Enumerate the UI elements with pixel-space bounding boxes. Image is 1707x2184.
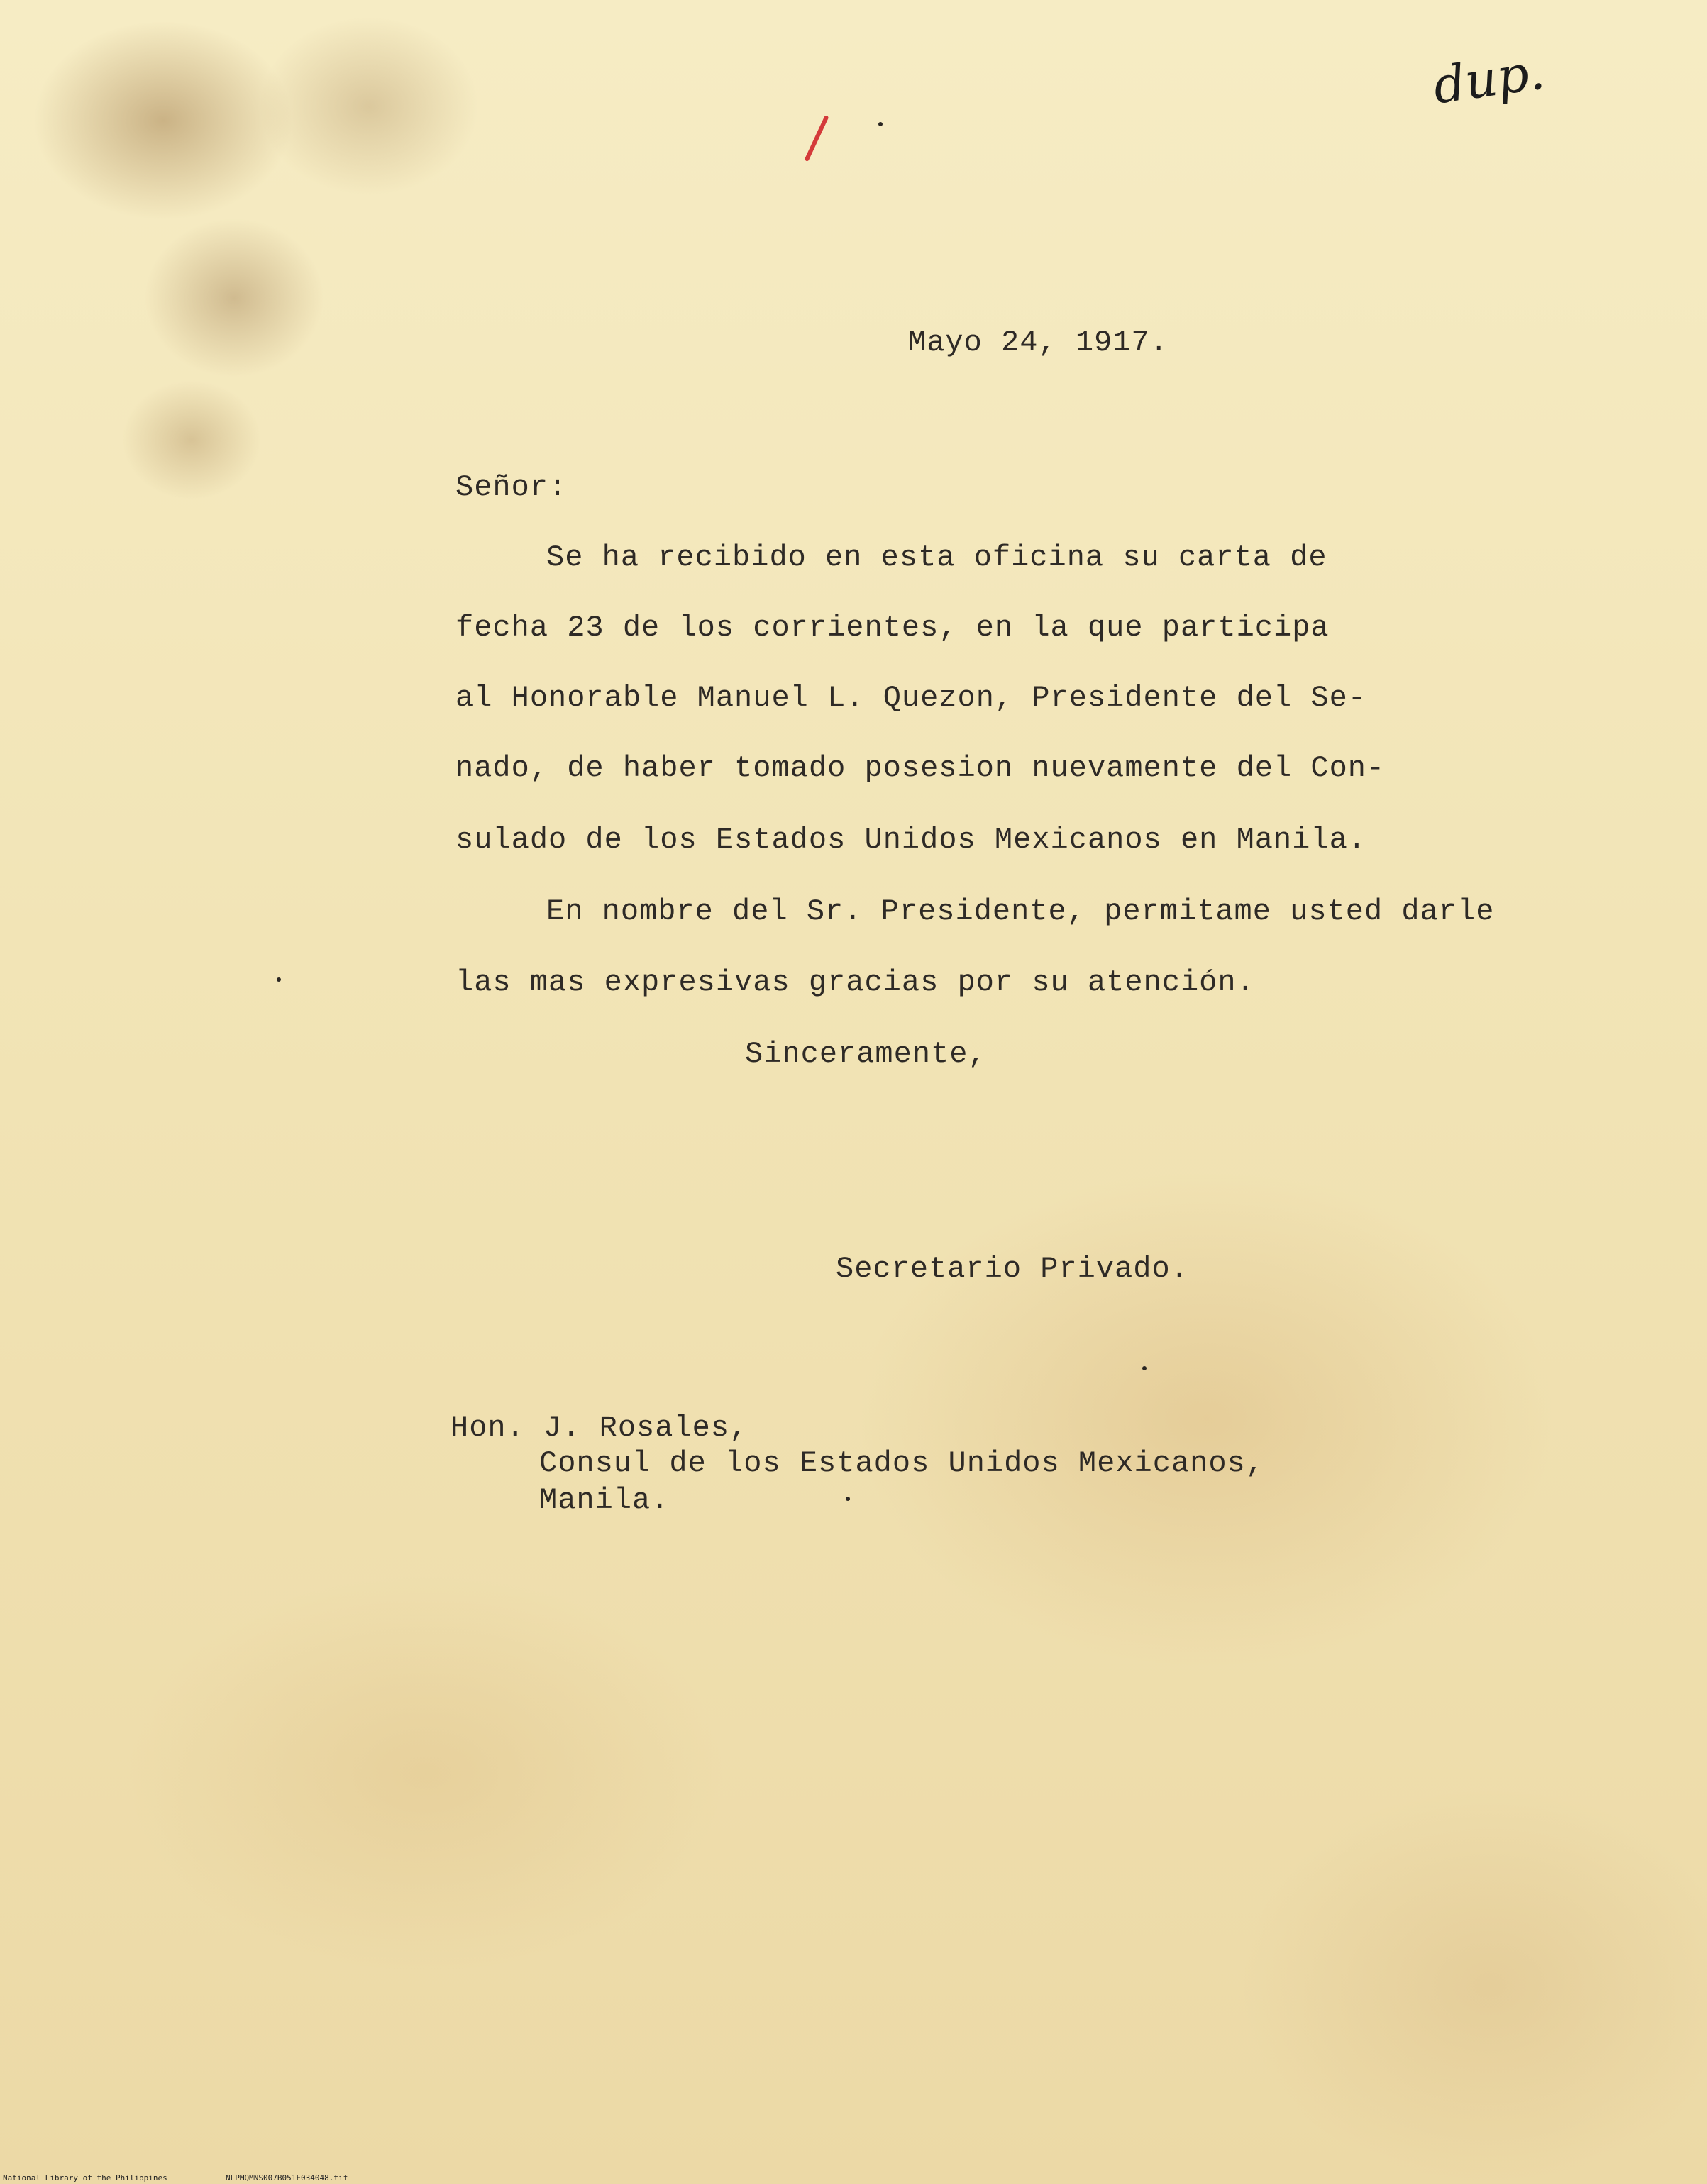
ink-speck	[1142, 1366, 1147, 1370]
red-pencil-mark	[804, 115, 829, 162]
closing: Sinceramente,	[745, 1037, 987, 1071]
ink-speck	[846, 1497, 850, 1501]
footer-filename: NLPMQMNS007B051F034048.tif	[226, 2173, 348, 2183]
ink-speck	[277, 977, 281, 982]
letter-date: Mayo 24, 1917.	[908, 326, 1169, 360]
body-line: fecha 23 de los corrientes, en la que participa	[455, 611, 1330, 645]
body-line: En nombre del Sr. Presidente, permitame usted darle	[546, 894, 1495, 929]
footer-library: National Library of the Philippines	[3, 2173, 167, 2183]
recipient-city: Manila.	[539, 1483, 670, 1517]
ink-speck	[878, 122, 883, 126]
recipient-name: Hon. J. Rosales,	[451, 1411, 748, 1445]
body-line: Se ha recibido en esta oficina su carta de	[546, 541, 1327, 575]
salutation: Señor:	[455, 470, 568, 504]
signature-title: Secretario Privado.	[836, 1252, 1189, 1286]
handwritten-annotation: dup.	[1430, 42, 1548, 116]
recipient-title: Consul de los Estados Unidos Mexicanos,	[539, 1446, 1264, 1480]
body-line: nado, de haber tomado posesion nuevamente del Con-	[455, 751, 1386, 785]
body-line: al Honorable Manuel L. Quezon, Presidente del Se-	[455, 681, 1367, 715]
body-line: sulado de los Estados Unidos Mexicanos en Manila.	[455, 823, 1367, 857]
body-line: las mas expresivas gracias por su atención.	[455, 965, 1255, 999]
